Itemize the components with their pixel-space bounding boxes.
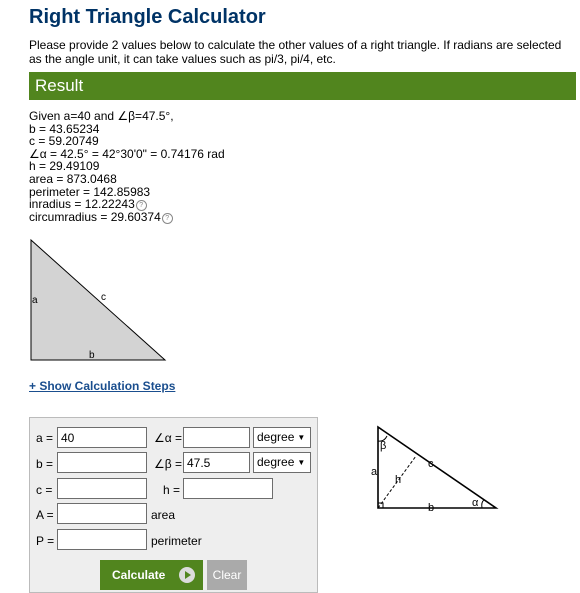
result-alpha: ∠α = 42.5° = 42°30'0" = 0.74176 rad: [29, 146, 225, 161]
result-list: [29, 110, 329, 224]
clear-button[interactable]: Clear: [207, 560, 247, 590]
result-given: Given a=40 and ∠β=47.5°,: [29, 109, 174, 123]
input-a[interactable]: [57, 427, 147, 448]
diagram-label-a: a: [371, 466, 378, 478]
input-c[interactable]: [57, 478, 147, 499]
label-area: A =: [36, 508, 54, 522]
inradius-help-icon[interactable]: ?: [136, 200, 147, 211]
alpha-unit-value: degree: [257, 430, 295, 444]
calculator-form: [29, 417, 318, 593]
result-triangle-shape: [31, 240, 165, 360]
alpha-unit-select[interactable]: [253, 427, 311, 448]
circumradius-help-icon[interactable]: ?: [162, 213, 173, 224]
diagram-label-alpha: α: [472, 497, 479, 509]
chevron-down-icon: ▼: [297, 458, 306, 467]
result-triangle-label-a: a: [32, 295, 38, 306]
show-calculation-steps-link[interactable]: + Show Calculation Steps: [29, 379, 176, 393]
perimeter-caption: perimeter: [151, 534, 202, 548]
result-triangle: [28, 236, 173, 364]
label-perimeter: P =: [36, 534, 55, 548]
reference-triangle-shape: [378, 427, 496, 508]
result-c: c = 59.20749: [29, 134, 99, 149]
input-beta[interactable]: [183, 452, 250, 473]
result-b: b = 43.65234: [29, 121, 100, 136]
beta-unit-value: degree: [257, 455, 295, 469]
label-b: b =: [36, 457, 54, 471]
diagram-label-h: h: [395, 474, 402, 486]
alpha-arc: [482, 500, 484, 508]
result-triangle-label-c: c: [101, 292, 106, 303]
label-beta: ∠β =: [154, 457, 183, 471]
calculate-label: Calculate: [112, 568, 166, 582]
page-title: Right Triangle Calculator: [29, 6, 266, 28]
chevron-down-icon: ▼: [297, 433, 306, 442]
result-inradius: inradius = 12.22243: [29, 197, 135, 212]
result-h: h = 29.49109: [29, 159, 100, 174]
input-perimeter[interactable]: [57, 529, 147, 550]
result-header: Result: [29, 72, 576, 100]
diagram-label-beta: β: [380, 440, 387, 452]
label-c: c =: [36, 483, 53, 497]
label-alpha: ∠α =: [154, 431, 183, 445]
result-perimeter: perimeter = 142.85983: [29, 184, 151, 199]
label-h: h =: [163, 483, 181, 497]
play-icon: [179, 567, 195, 583]
result-circumradius: circumradius = 29.60374: [29, 210, 161, 225]
beta-unit-select[interactable]: [253, 452, 311, 473]
label-a: a =: [36, 431, 54, 445]
result-circumradius-row: [29, 211, 329, 224]
input-area[interactable]: [57, 503, 147, 524]
area-caption: area: [151, 508, 176, 522]
input-alpha[interactable]: [183, 427, 250, 448]
input-h[interactable]: [183, 478, 273, 499]
result-triangle-label-b: b: [89, 350, 95, 361]
input-b[interactable]: [57, 452, 147, 473]
calculate-button[interactable]: [100, 560, 203, 590]
diagram-label-b: b: [428, 502, 435, 514]
reference-triangle-diagram: [355, 420, 505, 515]
result-area: area = 873.0468: [29, 171, 117, 186]
intro-text: Please provide 2 values below to calculate the other values of a right triangle. If radians are selected as the angle unit, it can take values such as pi/3, pi/4, etc.: [29, 38, 562, 66]
diagram-label-c: c: [428, 458, 434, 470]
